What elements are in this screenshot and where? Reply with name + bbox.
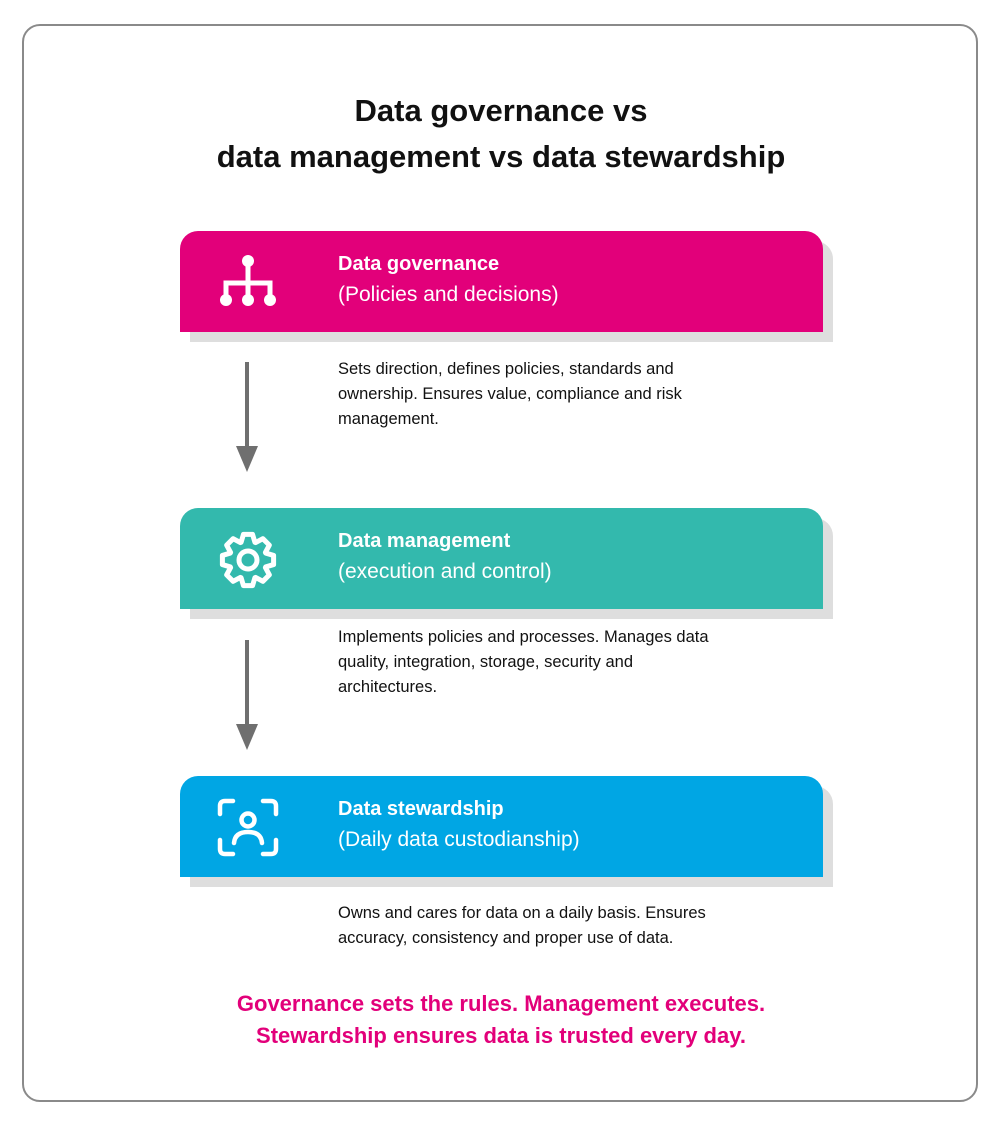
card-description-management — [338, 625, 768, 700]
user-focus-icon — [216, 798, 280, 858]
card-description-stewardship — [338, 901, 768, 951]
arrow-down-icon — [234, 362, 260, 474]
card-title-management: Data management — [338, 530, 511, 552]
title-line-1: Data governance vs — [354, 93, 648, 128]
description-line: accuracy, consistency and proper use of data. — [338, 929, 674, 947]
description-line: ownership. Ensures value, compliance and risk — [338, 385, 682, 403]
gear-icon — [216, 530, 280, 590]
card-title-stewardship: Data stewardship — [338, 798, 504, 820]
card-data-stewardship — [180, 776, 823, 877]
card-subtitle-management: (execution and control) — [338, 560, 552, 583]
card-description-governance — [338, 357, 768, 432]
card-data-management — [180, 508, 823, 609]
description-line: quality, integration, storage, security and — [338, 653, 634, 671]
hierarchy-icon — [216, 253, 280, 313]
description-line: Owns and cares for data on a daily basis. Ensures — [338, 904, 706, 922]
description-line: Sets direction, defines policies, standards and — [338, 360, 674, 378]
card-subtitle-stewardship: (Daily data custodianship) — [338, 828, 580, 851]
description-line: Implements policies and processes. Manages data — [338, 628, 709, 646]
card-title-governance: Data governance — [338, 253, 500, 275]
title-line-2: data management vs data stewardship — [216, 139, 786, 174]
footer-line-1: Governance sets the rules. Management executes. — [236, 991, 766, 1016]
arrow-down-icon — [234, 640, 260, 752]
card-data-governance — [180, 231, 823, 332]
description-line: architectures. — [338, 678, 438, 696]
card-subtitle-governance: (Policies and decisions) — [338, 283, 559, 306]
footer-line-2: Stewardship ensures data is trusted every day. — [256, 1023, 746, 1048]
description-line: management. — [338, 410, 439, 428]
